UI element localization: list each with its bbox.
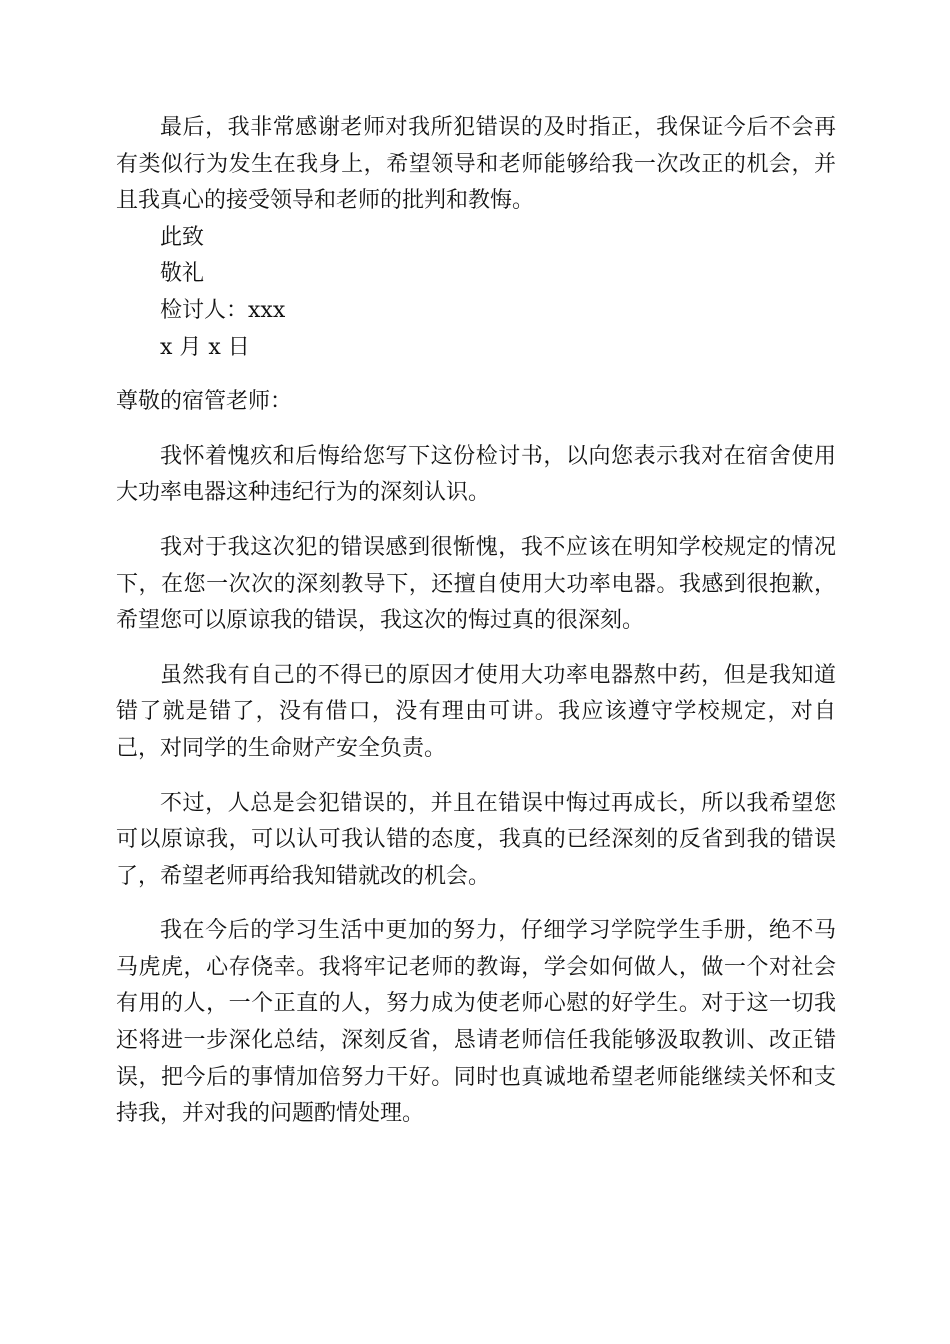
salutation-line-2: 敬礼	[160, 261, 205, 287]
paragraph-2: 我对于我这次犯的错误感到很惭愧，我不应该在明知学校规定的情况下，在您一次次的深刻教导下，还擅自使用大功率电器。我感到很抱歉，希望您可以原谅我的错误，我这次的悔过真的很深刻。	[116, 534, 836, 634]
signer-line: 检讨人：xxx	[160, 297, 286, 323]
document-body	[116, 110, 836, 1133]
closing-paragraph: 最后，我非常感谢老师对我所犯错误的及时指正，我保证今后不会再有类似行为发生在我身上，希望领导和老师能够给我一次改正的机会，并且我真心的接受领导和老师的批判和教悔。	[116, 115, 836, 214]
date-line: x 月 x 日	[160, 334, 250, 360]
recipient-line: 尊敬的宿管老师：	[116, 389, 293, 415]
paragraph-3: 虽然我有自己的不得已的原因才使用大功率电器熬中药，但是我知道错了就是错了，没有借口，没有理由可讲。我应该遵守学校规定，对自己，对同学的生命财产安全负责。	[116, 662, 836, 761]
paragraph-4: 不过，人总是会犯错误的，并且在错误中悔过再成长，所以我希望您可以原谅我，可以认可我认错的态度，我真的已经深刻的反省到我的错误了，希望老师再给我知错就改的机会。	[116, 790, 836, 889]
salutation-line-1: 此致	[160, 224, 205, 250]
paragraph-5: 我在今后的学习生活中更加的努力，仔细学习学院学生手册，绝不马马虎虎，心存侥幸。我将牢记老师的教诲，学会如何做人，做一个对社会有用的人，一个正直的人，努力成为使老师心慰的好学生。对于这一切我还将进一步深化总结，深刻反省，恳请老师信任我能够汲取教训、改正错误，把今后的事情加倍努力干好。同时也真诚地希望老师能继续关怀和支持我，并对我的问题酌情处理。	[116, 918, 836, 1127]
paragraph-1: 我怀着愧疚和后悔给您写下这份检讨书，以向您表示我对在宿舍使用大功率电器这种违纪行为的深刻认识。	[116, 443, 836, 506]
